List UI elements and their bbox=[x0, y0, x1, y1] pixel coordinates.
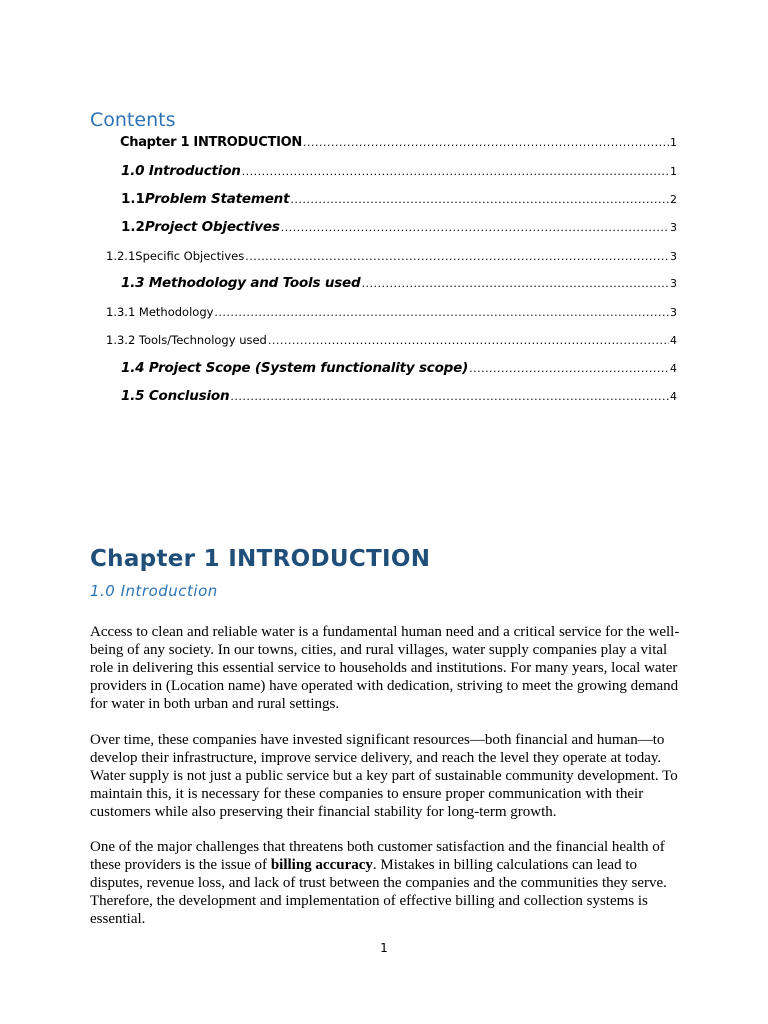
toc-entry-1-2-1-specific-objectives[interactable] bbox=[106, 249, 677, 263]
toc-entry-label: 1.0 Introduction bbox=[121, 163, 241, 179]
paragraph-1: Access to clean and reliable water is a fundamental human need and a critical service for the well-being of any society. In our towns, cities, and rural villages, water supply companies play a vital role in delivering this essential service to households and institutions. For many years, local water providers in (Location name) have operated with dedication, striving to meet the growing demand for water in both urban and rural settings. bbox=[90, 624, 680, 712]
toc-entry-1-4-project-scope[interactable] bbox=[121, 360, 677, 376]
paragraph-2: Over time, these companies have invested significant resources—both financial and human—to develop their infrastructure, improve service delivery, and reach the level they operate at today. Water supply is not just a public service but a key part of sustainable community development. To maintain this, it is necessary for these companies to ensure proper communication with their customers while also preserving their financial stability for long-term growth. bbox=[90, 732, 678, 820]
toc-entry-1-0-introduction[interactable] bbox=[121, 163, 677, 179]
paragraph-3-text-end: . Mistakes in billing calculations can lead to disputes, revenue loss, and lack of trust between the companies and the communities they serve. Therefore, the development and implementation of effective billing and collection systems is essential. bbox=[90, 857, 667, 927]
toc-leader-dots bbox=[268, 334, 669, 347]
toc-entry-1-3-methodology-and-tools[interactable] bbox=[121, 275, 677, 291]
toc-leader-dots bbox=[230, 390, 669, 403]
toc-entry-number: 1.1 bbox=[121, 191, 145, 207]
toc-leader-dots bbox=[290, 193, 669, 206]
toc-entry-1-1-problem-statement[interactable] bbox=[121, 191, 677, 207]
toc-entry-page: 3 bbox=[670, 306, 677, 319]
toc-entry-page: 1 bbox=[670, 165, 677, 178]
toc-entry-page: 1 bbox=[670, 136, 677, 149]
toc-entry-number: 1.2.1 bbox=[106, 249, 136, 263]
toc-leader-dots bbox=[361, 277, 669, 290]
toc-entry-label: 1.5 Conclusion bbox=[121, 388, 230, 404]
paragraph-3-bold-term: billing accuracy bbox=[270, 857, 373, 873]
toc-entry-label: Chapter 1 INTRODUCTION bbox=[120, 135, 302, 150]
chapter-title: Chapter 1 INTRODUCTION bbox=[90, 546, 431, 572]
toc-entry-label: 1.3.2 Tools/Technology used bbox=[106, 333, 267, 347]
toc-entry-label: 1.3 Methodology and Tools used bbox=[121, 275, 361, 291]
toc-heading: Contents bbox=[90, 109, 176, 131]
toc-entry-1-3-1-methodology[interactable] bbox=[106, 305, 677, 319]
toc-entry-page: 4 bbox=[670, 334, 677, 347]
toc-entry-number: 1.2 bbox=[121, 219, 145, 235]
toc-leader-dots bbox=[214, 306, 669, 319]
toc-entry-page: 3 bbox=[670, 277, 677, 290]
toc-leader-dots bbox=[303, 136, 669, 149]
toc-entry-page: 4 bbox=[670, 362, 677, 375]
toc-entry-page: 4 bbox=[670, 390, 677, 403]
toc-entry-1-3-2-tools-technology[interactable] bbox=[106, 333, 677, 347]
toc-entry-1-5-conclusion[interactable] bbox=[121, 388, 677, 404]
paragraph-3 bbox=[90, 838, 680, 928]
toc-entry-page: 3 bbox=[670, 250, 677, 263]
toc-entry-chapter-1[interactable] bbox=[120, 135, 677, 150]
toc-entry-label: 1.3.1 Methodology bbox=[106, 305, 214, 319]
toc-entry-label: Problem Statement bbox=[144, 191, 290, 207]
page-number: 1 bbox=[380, 941, 388, 955]
toc-leader-dots bbox=[242, 165, 669, 178]
toc-entry-label: Specific Objectives bbox=[135, 249, 245, 263]
section-title: 1.0 Introduction bbox=[90, 582, 218, 600]
paragraph-3-text-start: One of the major challenges that threatens both customer satisfaction and the financial health of these providers is the issue of bbox=[90, 839, 665, 873]
toc-entry-page: 2 bbox=[670, 193, 677, 206]
toc-leader-dots bbox=[245, 250, 669, 263]
toc-leader-dots bbox=[469, 362, 669, 375]
toc-entry-1-2-project-objectives[interactable] bbox=[121, 219, 677, 235]
toc-leader-dots bbox=[281, 221, 669, 234]
toc-entry-page: 3 bbox=[670, 221, 677, 234]
toc-entry-label: Project Objectives bbox=[144, 219, 280, 235]
toc-entry-label: 1.4 Project Scope (System functionality scope) bbox=[121, 360, 469, 376]
